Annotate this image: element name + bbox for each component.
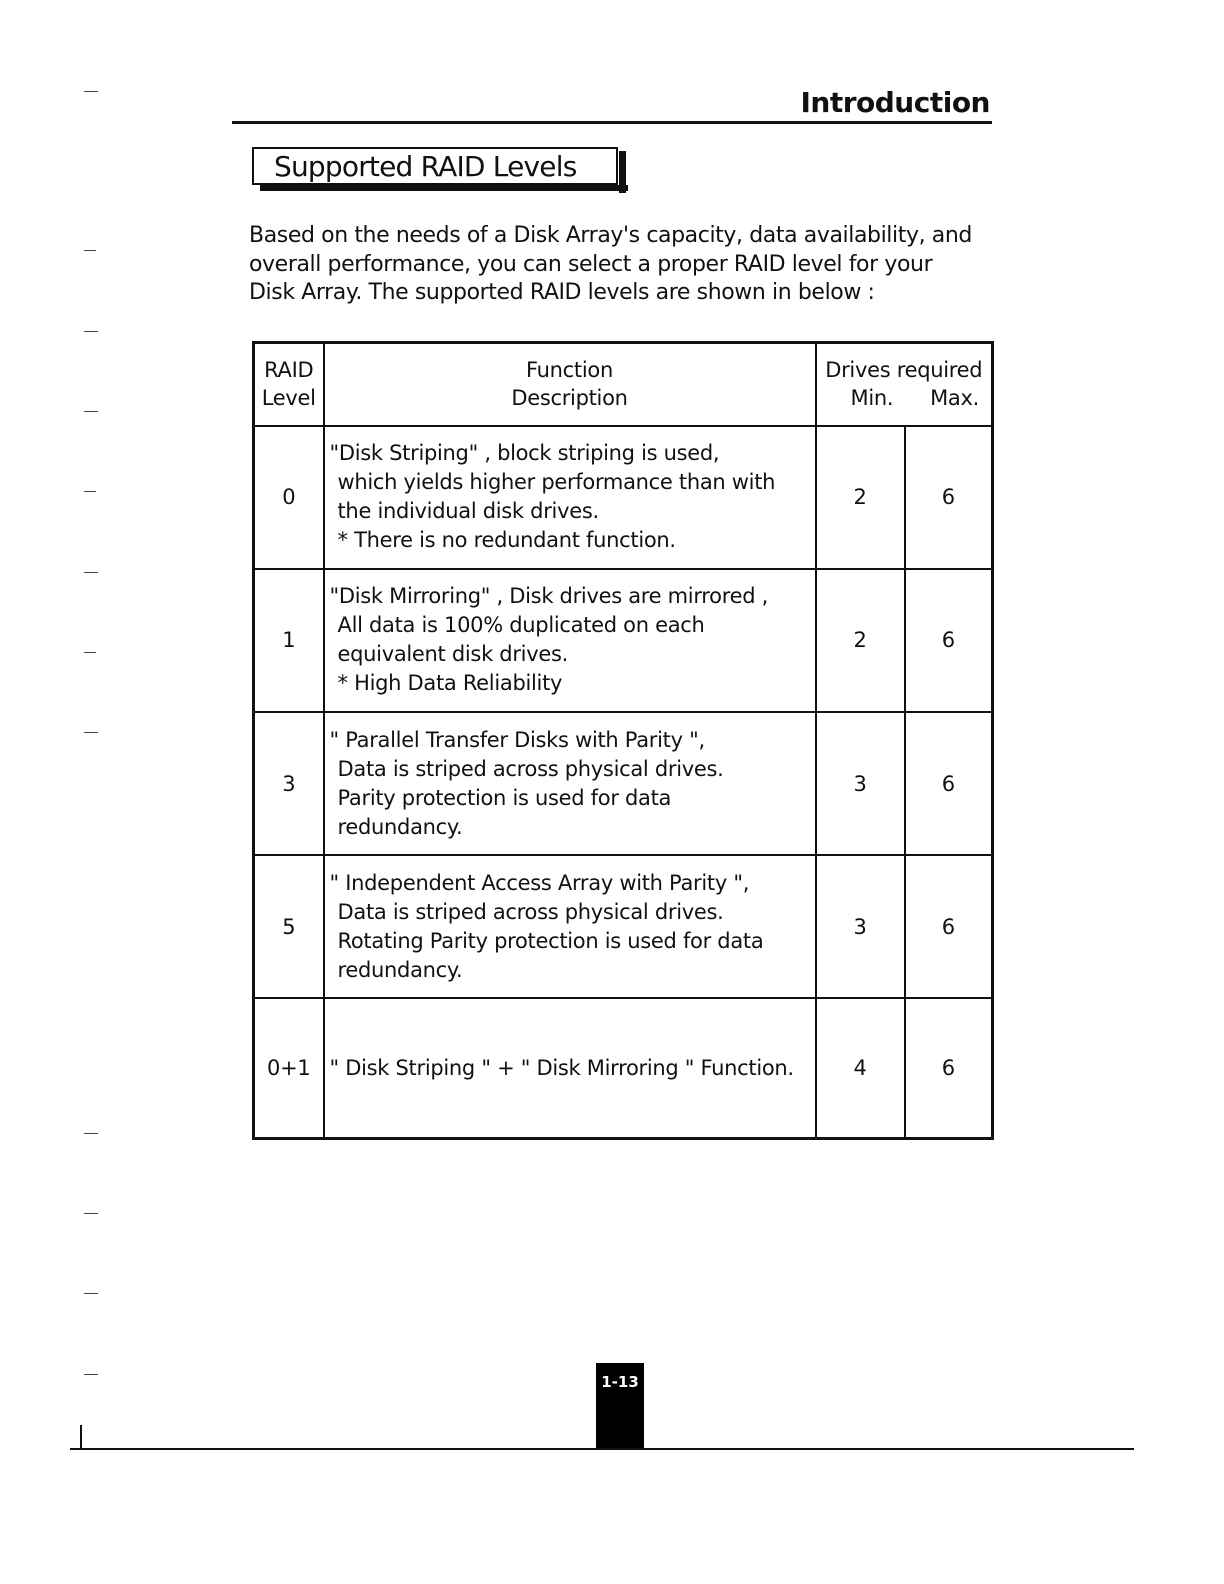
margin-mark xyxy=(84,1293,98,1294)
header-text: Drives required xyxy=(825,358,983,383)
max-drives-cell: 6 xyxy=(905,426,993,569)
function-line: equivalent disk drives. xyxy=(337,642,568,667)
function-line: redundancy. xyxy=(337,814,463,839)
margin-mark xyxy=(84,1213,98,1214)
crop-mark xyxy=(80,1425,82,1449)
function-cell xyxy=(324,855,816,998)
header-min: Min. xyxy=(850,386,894,411)
margin-mark xyxy=(84,491,96,492)
function-line: Data is striped across physical drives. xyxy=(337,756,724,781)
margin-mark xyxy=(84,1133,98,1134)
function-line: * There is no redundant function. xyxy=(337,528,676,553)
raid-level-cell: 0+1 xyxy=(254,998,324,1138)
table-row xyxy=(254,998,993,1138)
raid-level-cell: 0 xyxy=(254,426,324,569)
table-row xyxy=(254,569,993,712)
margin-mark xyxy=(84,652,96,653)
header-text: Function xyxy=(526,358,613,383)
table-row xyxy=(254,855,993,998)
max-drives-cell: 6 xyxy=(905,569,993,712)
margin-mark xyxy=(84,411,98,412)
header-rule xyxy=(232,121,992,124)
table-header-row xyxy=(254,343,993,426)
header-max: Max. xyxy=(930,386,979,411)
max-drives-cell: 6 xyxy=(905,855,993,998)
function-line: * High Data Reliability xyxy=(337,671,563,696)
margin-mark xyxy=(84,331,98,332)
function-line: "Disk Striping" , block striping is used, xyxy=(329,441,720,466)
function-line: redundancy. xyxy=(337,957,463,982)
raid-level-cell: 5 xyxy=(254,855,324,998)
min-drives-cell: 4 xyxy=(816,998,905,1138)
function-line: " Disk Striping " + " Disk Mirroring " Function. xyxy=(329,1055,794,1080)
header-min-max xyxy=(817,384,992,412)
max-drives-cell: 6 xyxy=(905,712,993,855)
margin-mark xyxy=(84,732,98,733)
function-line: " Independent Access Array with Parity ", xyxy=(329,870,750,895)
header-text: Description xyxy=(511,386,628,411)
function-line: which yields higher performance than with xyxy=(337,470,776,495)
footer-rule xyxy=(70,1448,1134,1450)
page-number-tab: 1-13 xyxy=(596,1363,644,1449)
header-text: RAID xyxy=(264,358,314,383)
min-drives-cell: 3 xyxy=(816,855,905,998)
intro-line: overall performance, you can select a proper RAID level for your xyxy=(249,251,933,277)
function-cell xyxy=(324,712,816,855)
header-text: Level xyxy=(261,386,316,411)
table-row xyxy=(254,712,993,855)
raid-level-cell: 3 xyxy=(254,712,324,855)
function-line: "Disk Mirroring" , Disk drives are mirrored , xyxy=(329,584,769,609)
raid-levels-table xyxy=(252,341,994,1140)
margin-mark xyxy=(84,91,98,92)
min-drives-cell: 2 xyxy=(816,426,905,569)
function-cell xyxy=(324,998,816,1138)
box-shadow xyxy=(260,185,628,191)
intro-paragraph xyxy=(249,222,1009,308)
intro-line: Based on the needs of a Disk Array's capacity, data availability, and xyxy=(249,223,972,248)
header-raid-level xyxy=(254,343,324,426)
header-drives-required xyxy=(816,343,993,426)
max-drives-cell: 6 xyxy=(905,998,993,1138)
function-line: Rotating Parity protection is used for data xyxy=(337,928,764,953)
header-function xyxy=(324,343,816,426)
function-cell xyxy=(324,426,816,569)
function-line: " Parallel Transfer Disks with Parity ", xyxy=(329,727,705,752)
function-cell xyxy=(324,569,816,712)
function-line: All data is 100% duplicated on each xyxy=(337,613,705,638)
margin-mark xyxy=(84,250,96,251)
section-title: Supported RAID Levels xyxy=(274,150,577,183)
function-line: Parity protection is used for data xyxy=(337,785,672,810)
min-drives-cell: 2 xyxy=(816,569,905,712)
page-header-title: Introduction xyxy=(800,86,990,119)
function-line: Data is striped across physical drives. xyxy=(337,899,724,924)
margin-mark xyxy=(84,572,98,573)
raid-level-cell: 1 xyxy=(254,569,324,712)
min-drives-cell: 3 xyxy=(816,712,905,855)
function-line: the individual disk drives. xyxy=(337,499,599,524)
intro-line: Disk Array. The supported RAID levels are shown in below : xyxy=(249,280,875,305)
table-row xyxy=(254,426,993,569)
margin-mark xyxy=(84,1374,98,1375)
